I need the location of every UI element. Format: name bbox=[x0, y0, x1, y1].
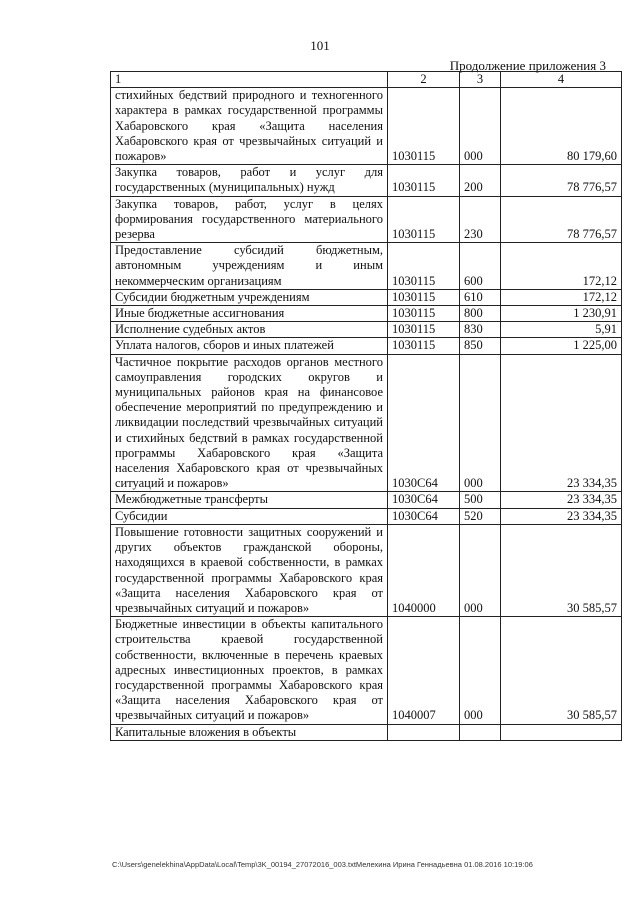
row-description: Предоставление субсидий бюджетным, автономным учреждениям и иным некоммерческим организациям bbox=[111, 243, 388, 290]
row-target-code: 1040007 bbox=[388, 617, 460, 724]
table-row bbox=[111, 243, 622, 290]
row-amount: 23 334,35 bbox=[501, 508, 622, 524]
header-col-1: 1 bbox=[111, 72, 388, 88]
row-expense-type: 830 bbox=[460, 322, 501, 338]
row-description: Бюджетные инвестиции в объекты капитального строительства краевой государственной собственности, включенные в перечень краевых адресных инвестиционных проектов, в рамках государственной программы Хабаровского края «Защита населения Хабаровского края от чрезвычайных ситуаций и пожаров» bbox=[111, 617, 388, 724]
row-description: Субсидии bbox=[111, 508, 388, 524]
table-row bbox=[111, 492, 622, 508]
row-amount: 30 585,57 bbox=[501, 617, 622, 724]
page-number: 101 bbox=[310, 38, 330, 53]
row-description: Исполнение судебных актов bbox=[111, 322, 388, 338]
table-header-row bbox=[111, 72, 622, 88]
row-description: Закупка товаров, работ и услуг для государственных (муниципальных) нужд bbox=[111, 165, 388, 196]
row-target-code: 1030115 bbox=[388, 322, 460, 338]
table-row bbox=[111, 306, 622, 322]
row-amount: 1 230,91 bbox=[501, 306, 622, 322]
row-target-code: 1030С64 bbox=[388, 492, 460, 508]
row-expense-type: 000 bbox=[460, 88, 501, 165]
table-row bbox=[111, 354, 622, 492]
footer-file-path: C:\Users\genelekhina\AppData\Local\Temp\3K_00194_27072016_003.txtМелехина Ирина Геннадьевна 01.08.2016 10:19:06 bbox=[112, 860, 533, 869]
header-col-4: 4 bbox=[501, 72, 622, 88]
row-target-code: 1030115 bbox=[388, 165, 460, 196]
table-row bbox=[111, 322, 622, 338]
row-target-code: 1030115 bbox=[388, 338, 460, 354]
row-description: Иные бюджетные ассигнования bbox=[111, 306, 388, 322]
appendix-continuation-note: Продолжение приложения 3 bbox=[449, 58, 606, 73]
budget-table-body bbox=[111, 72, 622, 741]
row-amount: 23 334,35 bbox=[501, 492, 622, 508]
row-amount: 78 776,57 bbox=[501, 165, 622, 196]
row-expense-type: 520 bbox=[460, 508, 501, 524]
row-amount: 172,12 bbox=[501, 243, 622, 290]
row-target-code: 1040000 bbox=[388, 524, 460, 616]
table-row bbox=[111, 289, 622, 305]
row-description: Уплата налогов, сборов и иных платежей bbox=[111, 338, 388, 354]
row-expense-type: 000 bbox=[460, 524, 501, 616]
row-description: Субсидии бюджетным учреждениям bbox=[111, 289, 388, 305]
table-row bbox=[111, 508, 622, 524]
row-expense-type: 610 bbox=[460, 289, 501, 305]
row-expense-type: 600 bbox=[460, 243, 501, 290]
row-amount bbox=[501, 724, 622, 740]
row-description: Частичное покрытие расходов органов местного самоуправления городских округов и муниципальных районов края на финансовое обеспечение мероприятий по предупреждению и ликвидации последствий чрезвычайных ситуаций и стихийных бедствий в рамках государственной программы Хабаровского края «Защита населения Хабаровского края от чрезвычайных ситуаций и пожаров» bbox=[111, 354, 388, 492]
row-amount: 23 334,35 bbox=[501, 354, 622, 492]
row-target-code: 1030115 bbox=[388, 196, 460, 243]
row-target-code: 1030115 bbox=[388, 243, 460, 290]
row-amount: 30 585,57 bbox=[501, 524, 622, 616]
row-target-code: 1030115 bbox=[388, 88, 460, 165]
row-amount: 1 225,00 bbox=[501, 338, 622, 354]
row-target-code: 1030С64 bbox=[388, 508, 460, 524]
table-row bbox=[111, 524, 622, 616]
row-expense-type: 500 bbox=[460, 492, 501, 508]
row-amount: 172,12 bbox=[501, 289, 622, 305]
row-description: Закупка товаров, работ, услуг в целях формирования государственного материального резерва bbox=[111, 196, 388, 243]
row-description: Повышение готовности защитных сооружений и других объектов гражданской обороны, находящихся в краевой собственности, в рамках государственной программы Хабаровского края «Защита населения Хабаровского края от чрезвычайных ситуаций и пожаров» bbox=[111, 524, 388, 616]
row-expense-type: 800 bbox=[460, 306, 501, 322]
budget-table bbox=[110, 71, 622, 741]
header-col-3: 3 bbox=[460, 72, 501, 88]
row-expense-type: 000 bbox=[460, 617, 501, 724]
row-amount: 78 776,57 bbox=[501, 196, 622, 243]
header-col-2: 2 bbox=[388, 72, 460, 88]
row-expense-type bbox=[460, 724, 501, 740]
row-expense-type: 000 bbox=[460, 354, 501, 492]
table-row bbox=[111, 338, 622, 354]
row-description: Межбюджетные трансферты bbox=[111, 492, 388, 508]
table-row bbox=[111, 724, 622, 740]
row-amount: 5,91 bbox=[501, 322, 622, 338]
row-description: Капитальные вложения в объекты bbox=[111, 724, 388, 740]
table-row bbox=[111, 617, 622, 724]
row-description: стихийных бедствий природного и техногенного характера в рамках государственной программы Хабаровского края «Защита населения Хабаровского края от чрезвычайных ситуаций и пожаров» bbox=[111, 88, 388, 165]
row-expense-type: 230 bbox=[460, 196, 501, 243]
table-row bbox=[111, 196, 622, 243]
row-target-code: 1030115 bbox=[388, 289, 460, 305]
row-target-code: 1030С64 bbox=[388, 354, 460, 492]
row-expense-type: 850 bbox=[460, 338, 501, 354]
row-amount: 80 179,60 bbox=[501, 88, 622, 165]
table-row bbox=[111, 165, 622, 196]
row-target-code bbox=[388, 724, 460, 740]
row-target-code: 1030115 bbox=[388, 306, 460, 322]
table-row bbox=[111, 88, 622, 165]
row-expense-type: 200 bbox=[460, 165, 501, 196]
